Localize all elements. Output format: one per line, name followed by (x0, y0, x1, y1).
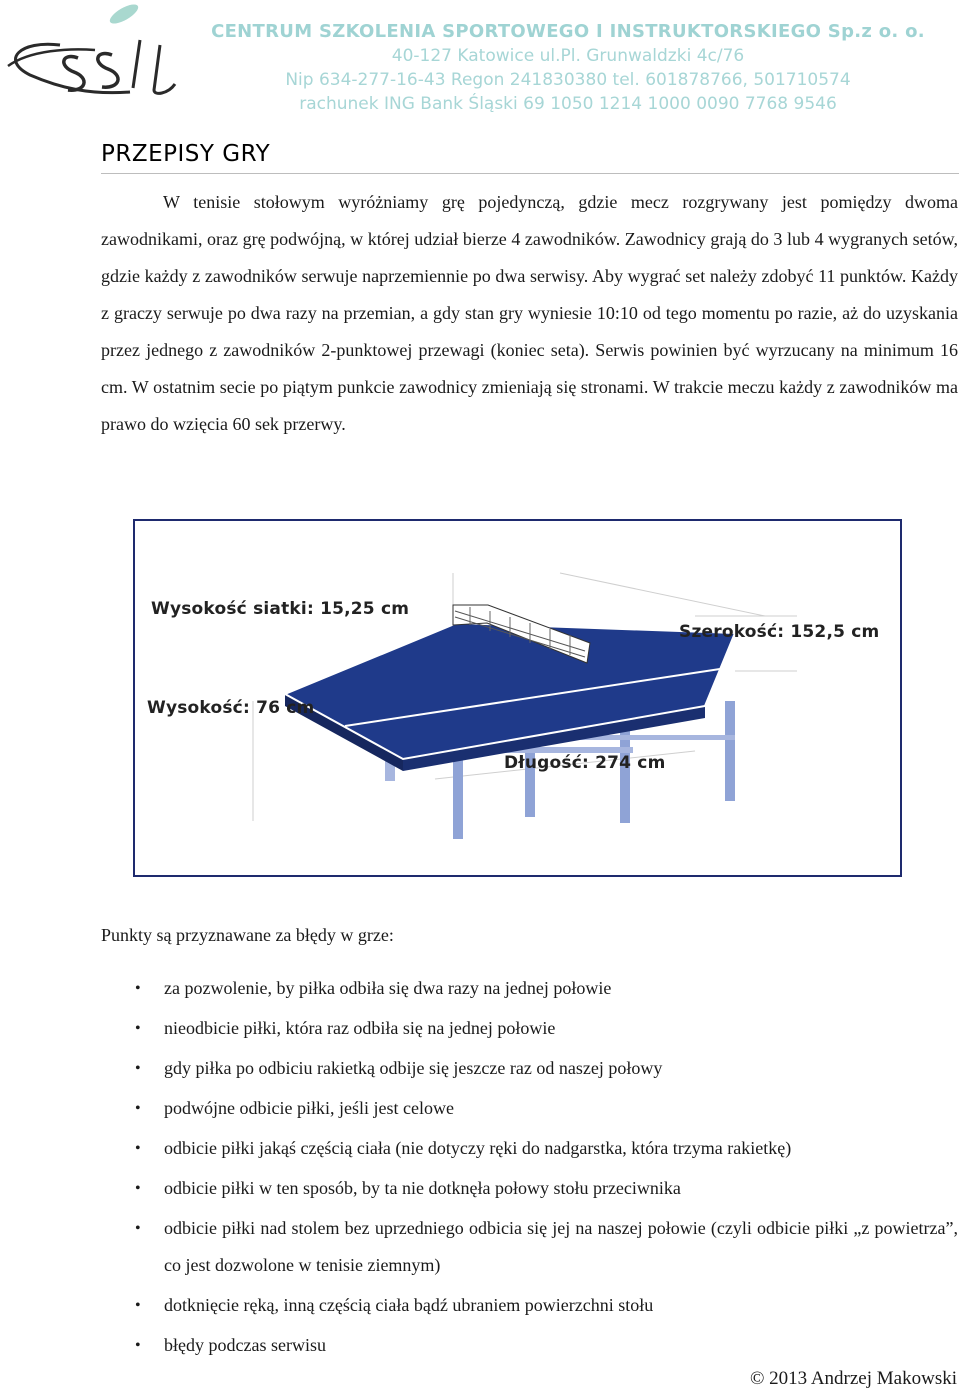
company-address: 40-127 Katowice ul.Pl. Grunwaldzki 4c/76 (391, 46, 745, 66)
list-item: • gdy piłka po odbiciu rakietką odbije się jeszcze raz od naszej połowy (101, 1050, 958, 1087)
bullet-icon: • (135, 1020, 141, 1037)
bullet-icon: • (135, 1220, 141, 1237)
bullet-icon: • (135, 1297, 141, 1314)
bullet-icon: • (135, 1180, 141, 1197)
letterhead (178, 20, 958, 116)
bullet-icon: • (135, 1140, 141, 1157)
table-dimensions-figure (133, 519, 902, 877)
list-item: • błędy podczas serwisu (101, 1327, 958, 1364)
points-intro: Punkty są przyznawane za błędy w grze: (101, 925, 394, 945)
list-item: • odbicie piłki jakąś częścią ciała (nie dotyczy ręki do nadgarstka, która trzyma rakietkę) (101, 1130, 958, 1167)
company-bank: rachunek ING Bank Śląski 69 1050 1214 1000 0090 7768 9546 (299, 94, 837, 114)
list-item: • odbicie piłki w ten sposób, by ta nie dotknęła połowy stołu przeciwnika (101, 1170, 958, 1207)
company-logo (0, 0, 190, 120)
title-divider (101, 173, 959, 174)
error-list (101, 970, 958, 1367)
intro-paragraph: W tenisie stołowym wyróżniamy grę pojedynczą, gdzie mecz rozgrywany jest pomiędzy dwoma zawodnikami, oraz grę podwójną, w której udział bierze 4 zawodników. Zawodnicy grają do 3 lub 4 wygranych setów, gdzie każdy z zawodników serwuje naprzemiennie po dwa serwisy. Aby wygrać set należy zdobyć 11 punktów. Każdy z graczy serwuje po dwa razy na przemian, a gdy stan gry wyniesie 10:10 od tego momentu po razie, aż do uzyskania przez jednego z zawodników 2-punktowej przewagi (koniec seta). Serwis powinien być wyrzucany na minimum 16 cm. W ostatnim secie po piątym punkcie zawodnicy zmieniają się stronami. W trakcie meczu każdy z zawodników ma prawo do wzięcia 60 sek przerwy. (101, 192, 958, 434)
copyright-footer: © 2013 Andrzej Makowski (749, 1368, 957, 1389)
bullet-icon: • (135, 980, 141, 997)
bullet-icon: • (135, 1100, 141, 1117)
list-item: • za pozwolenie, by piłka odbiła się dwa razy na jednej połowie (101, 970, 958, 1007)
label-length: Długość: 274 cm (504, 753, 666, 773)
company-name: CENTRUM SZKOLENIA SPORTOWEGO I INSTRUKTORSKIEGO Sp.z o. o. (211, 21, 925, 42)
list-item: • odbicie piłki nad stolem bez uprzedniego odbicia się jej na naszej połowie (czyli odbicie piłki „z powietrza”, co jest dozwolone w tenisie ziemnym) (101, 1210, 958, 1284)
label-net-height: Wysokość siatki: 15,25 cm (151, 599, 410, 619)
list-item: • dotknięcie ręką, inną częścią ciała bądź ubraniem powierzchni stołu (101, 1287, 958, 1324)
label-height: Wysokość: 76 cm (147, 698, 315, 718)
company-ids: Nip 634-277-16-43 Regon 241830380 tel. 601878766, 501710574 (285, 70, 851, 90)
bullet-icon: • (135, 1060, 141, 1077)
section-title: PRZEPISY GRY (101, 141, 271, 167)
label-width: Szerokość: 152,5 cm (679, 622, 880, 642)
list-item: • podwójne odbicie piłki, jeśli jest celowe (101, 1090, 958, 1127)
bullet-icon: • (135, 1337, 141, 1354)
list-item: • nieodbicie piłki, która raz odbiła się na jednej połowie (101, 1010, 958, 1047)
